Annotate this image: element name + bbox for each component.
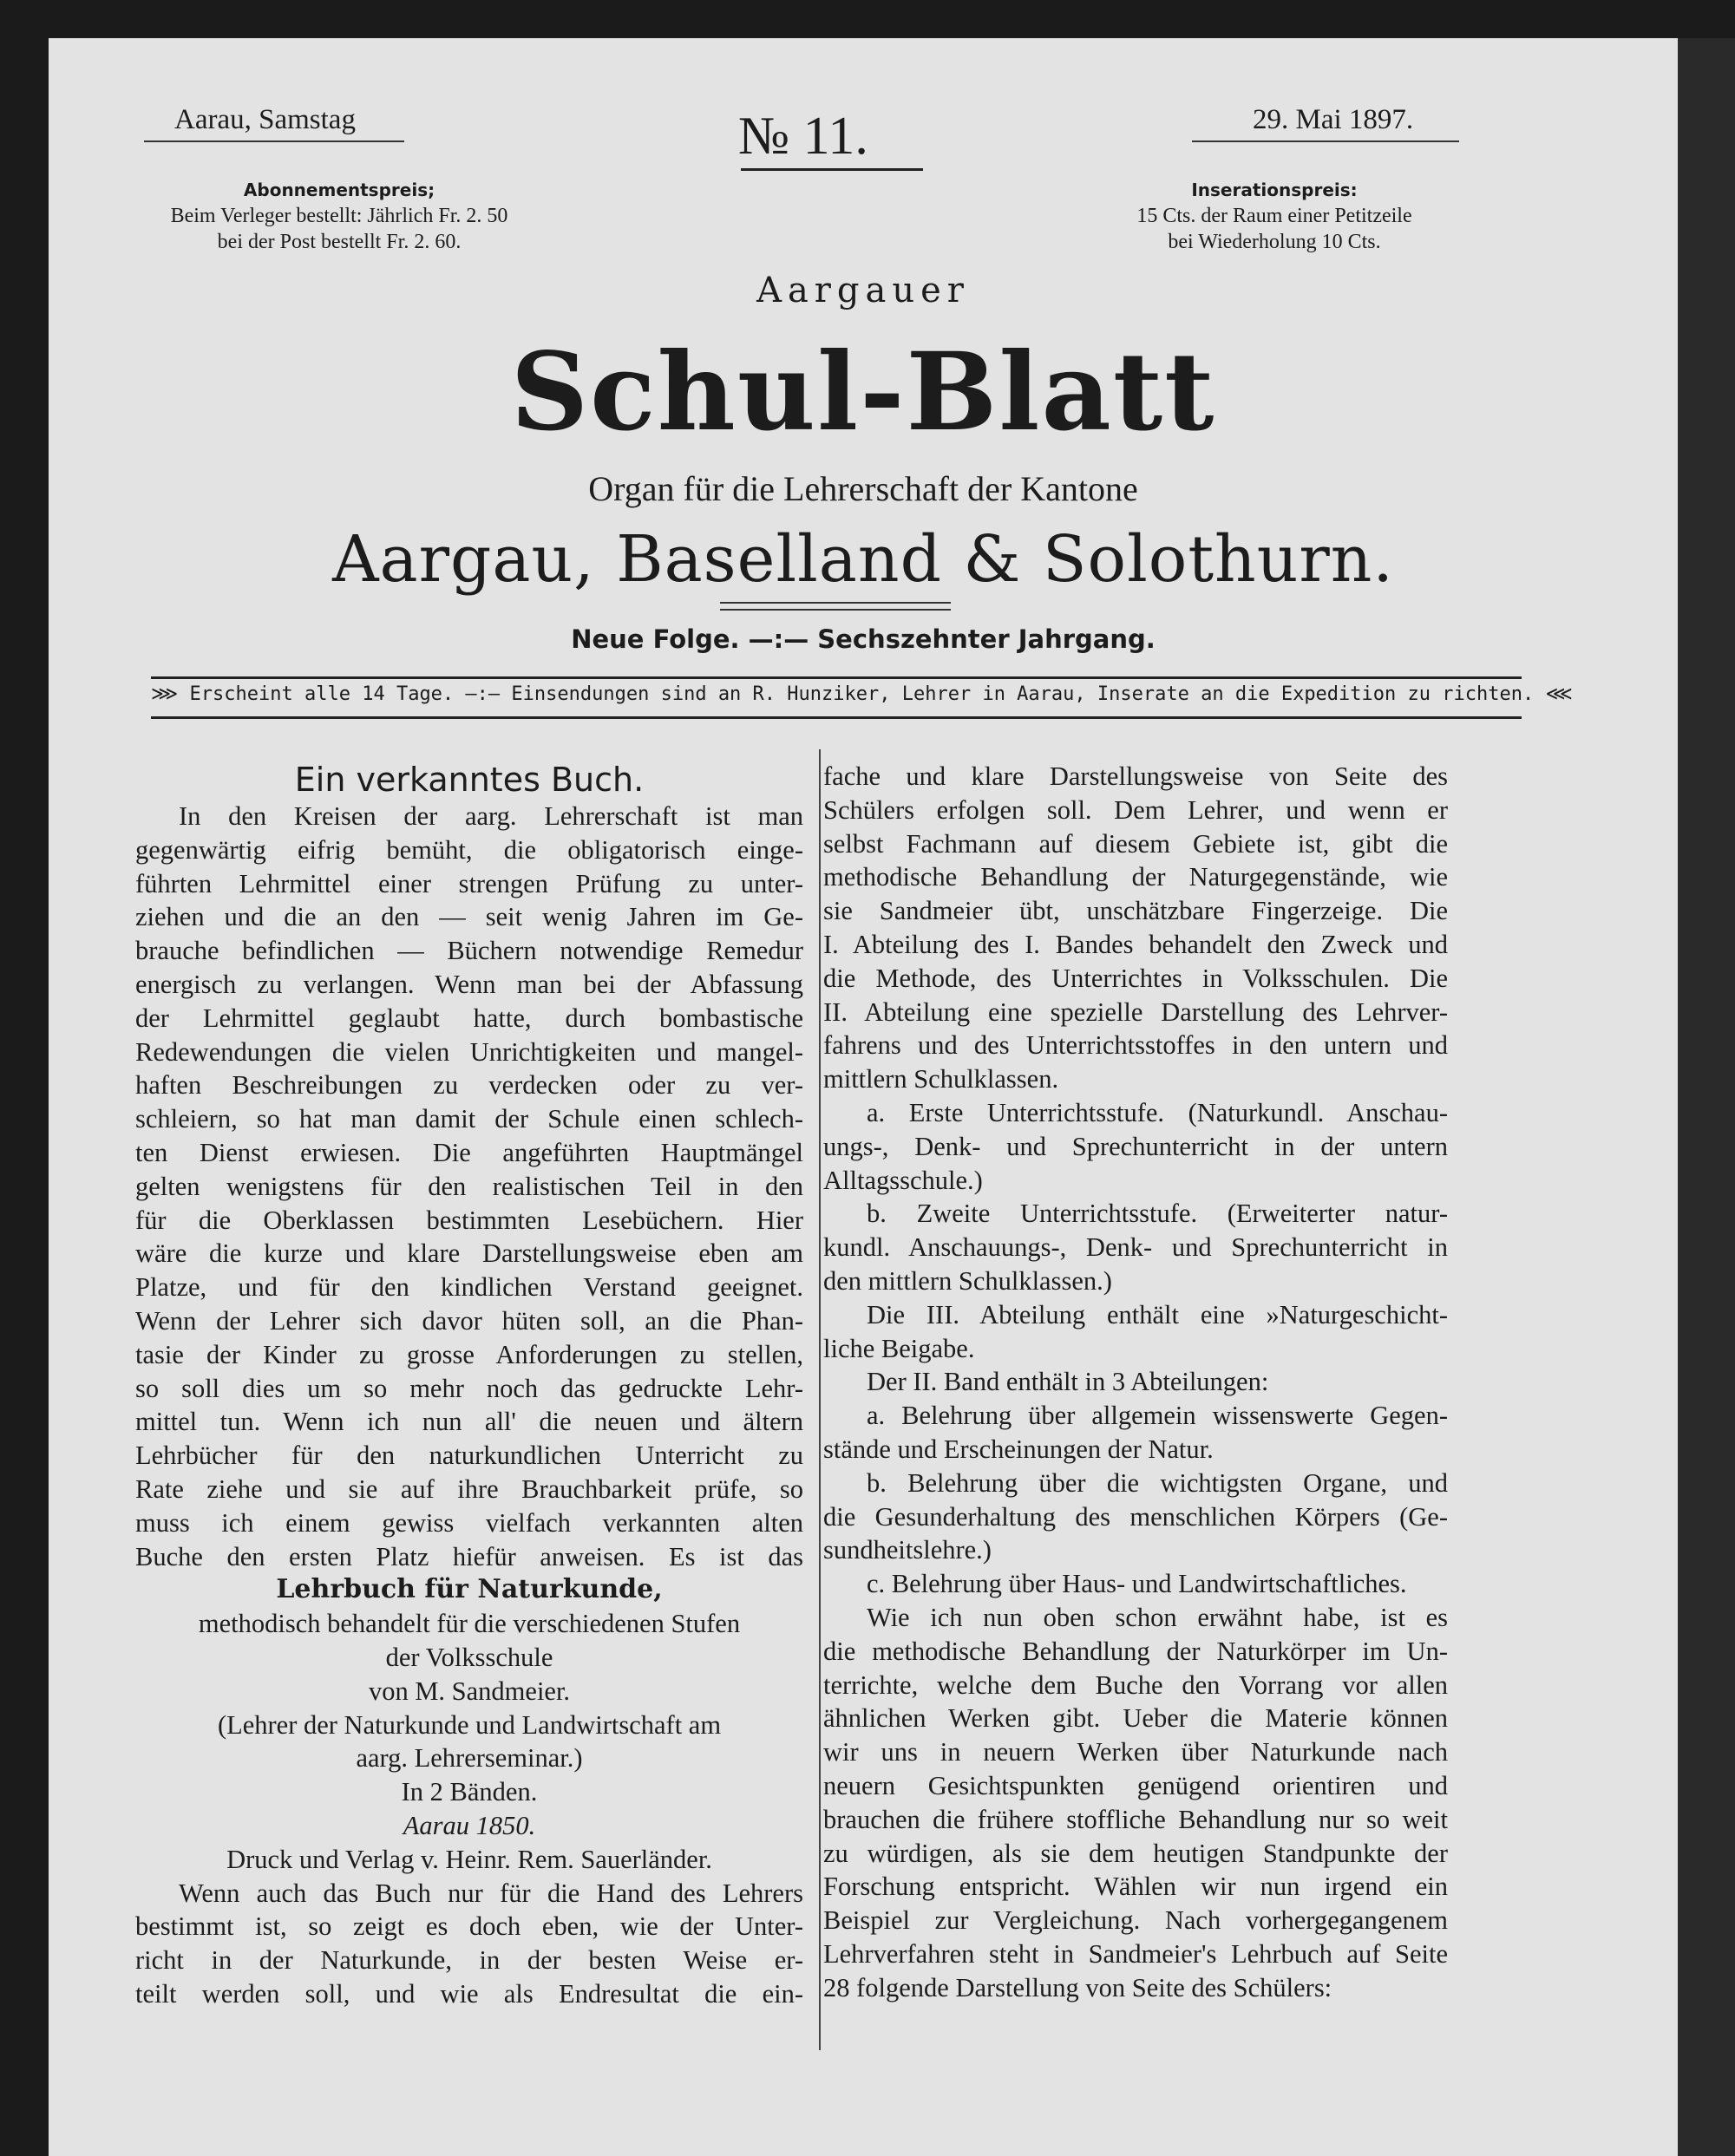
text-line: Rate ziehe und sie auf ihre Brauchbarkeit prüfe, so	[135, 1473, 803, 1504]
text-line: mittel tun. Wenn ich nun all' die neuen und ältern	[135, 1407, 803, 1437]
text-line: Lehrbücher für den naturkundlichen Unterricht zu	[135, 1441, 803, 1471]
text-line: In den Kreisen der aarg. Lehrerschaft ist man	[179, 801, 803, 831]
issue-number-rule	[741, 168, 923, 171]
header-rule-right	[1192, 140, 1459, 142]
subscription-line-2: bei der Post bestellt Fr. 2. 60.	[217, 231, 462, 253]
text-line: der Volksschule	[385, 1642, 553, 1672]
notice-band-rule-top	[151, 676, 1522, 679]
masthead-double-rule-top	[720, 602, 951, 604]
text-line: 28 folgende Darstellung von Seite des Schülers:	[823, 1972, 1332, 2002]
text-line: haften Beschreibungen zu verdecken oder zu ver-	[135, 1070, 803, 1101]
text-line: b. Belehrung über die wichtigsten Organe, und	[867, 1467, 1448, 1498]
text-line: brauche befindlichen — Büchern notwendige Remedur	[135, 936, 803, 966]
text-line: In 2 Bänden.	[401, 1777, 538, 1807]
article-title: Ein verkanntes Buch.	[294, 761, 645, 799]
text-line: Forschung entspricht. Wählen wir nun irgend ein	[823, 1872, 1448, 1902]
text-line: Wenn der Lehrer sich davor hüten soll, an die Phan-	[135, 1305, 803, 1336]
text-line: Buche den ersten Platz hiefür anweisen. Es ist das	[135, 1541, 803, 1571]
text-line: kundl. Anschauungs-, Denk- und Sprechunterricht in	[823, 1232, 1448, 1263]
masthead-double-rule-bottom	[720, 609, 951, 611]
text-line: II. Abteilung eine spezielle Darstellung des Lehrver-	[823, 996, 1448, 1027]
text-line: brauchen die frühere stoffliche Behandlung nur so weit	[823, 1804, 1448, 1834]
text-line: den mittlern Schulklassen.)	[823, 1265, 1112, 1296]
text-line: die Gesunderhaltung des menschlichen Körpers (Ge-	[823, 1501, 1448, 1532]
text-line: a. Erste Unterrichtsstufe. (Naturkundl. Anschau-	[867, 1097, 1448, 1127]
text-line: Aarau 1850.	[403, 1810, 536, 1840]
text-line: wäre die kurze und klare Darstellungsweise eben am	[135, 1238, 803, 1269]
text-line: I. Abteilung des I. Bandes behandelt den Zweck und	[823, 929, 1448, 959]
text-line: gegenwärtig eifrig bemüht, die obligatorisch einge-	[135, 834, 803, 865]
text-line: Schülers erfolgen soll. Dem Lehrer, und wenn er	[823, 794, 1448, 825]
issue-number: № 11.	[738, 107, 868, 166]
scan-edge-shadow	[1678, 38, 1735, 2156]
subscription-line-1: Beim Verleger bestellt: Jährlich Fr. 2. 50	[170, 205, 508, 227]
text-line: fache und klare Darstellungsweise von Seite des	[823, 761, 1448, 791]
text-line: neuern Gesichtspunkten genügend orientiren und	[823, 1770, 1448, 1800]
masthead-title: Schul-Blatt	[510, 330, 1216, 455]
text-line: gelten wenigstens für den realistischen Teil in den	[135, 1171, 803, 1201]
text-line: ziehen und die an den — seit wenig Jahren im Ge-	[135, 902, 803, 932]
text-line: tasie der Kinder zu grosse Anforderungen zu stellen,	[135, 1339, 803, 1369]
text-line: (Lehrer der Naturkunde und Landwirtschaft am	[217, 1709, 722, 1740]
text-line: stände und Erscheinungen der Natur.	[823, 1434, 1214, 1464]
text-line: methodisch behandelt für die verschiedenen Stufen	[198, 1609, 741, 1639]
text-line: sie Sandmeier übt, unschätzbare Fingerzeige. Die	[823, 896, 1448, 926]
text-line: sundheitslehre.)	[823, 1535, 992, 1565]
text-line: die methodische Behandlung der Naturkörper im Un-	[823, 1636, 1448, 1666]
text-line: liche Beigabe.	[823, 1333, 975, 1363]
publication-notice: ⋙ Erscheint alle 14 Tage. —:— Einsendungen sind an R. Hunziker, Lehrer in Aarau, Inserate an die Expedition zu richten. ⋘	[151, 683, 1573, 705]
text-line: ähnlichen Werken gibt. Ueber die Materie können	[823, 1703, 1448, 1734]
text-line: von M. Sandmeier.	[368, 1676, 571, 1706]
text-line: so soll dies um so mehr noch das gedruckte Lehr-	[135, 1373, 803, 1403]
text-line: energisch zu verlangen. Wenn man bei der Abfassung	[135, 969, 803, 999]
text-line: Platze, und für den kindlichen Verstand geeignet.	[135, 1272, 803, 1303]
notice-band-rule-bottom	[151, 716, 1522, 719]
issue-date: 29. Mai 1897.	[1253, 104, 1414, 135]
text-line: bestimmt ist, so zeigt es doch eben, wie der Unter-	[135, 1911, 803, 1942]
text-line: Alltagsschule.)	[823, 1165, 983, 1195]
article-right-column	[823, 760, 1448, 2004]
text-line: c. Belehrung über Haus- und Landwirtschaftliches.	[867, 1569, 1407, 1599]
text-line: Druck und Verlag v. Heinr. Rem. Sauerländer.	[226, 1844, 712, 1874]
subscription-price-block	[135, 177, 543, 255]
text-line: Die III. Abteilung enthält eine »Naturgeschicht-	[867, 1299, 1448, 1330]
series-line: Neue Folge. —:— Sechszehnter Jahrgang.	[571, 624, 1156, 654]
text-line: terrichte, welche dem Buche den Vorrang vor allen	[823, 1669, 1448, 1700]
text-line: wir uns in neuern Werken über Naturkunde nach	[823, 1737, 1448, 1767]
article-left-column	[135, 760, 803, 2011]
place-and-day: Aarau, Samstag	[174, 104, 356, 135]
text-line: Wie ich nun oben schon erwähnt habe, ist es	[867, 1602, 1448, 1632]
text-line: Wenn auch das Buch nur für die Hand des Lehrers	[179, 1878, 803, 1908]
text-line: Beispiel zur Vergleichung. Nach vorhergegangenem	[823, 1905, 1448, 1936]
text-line: ungs-, Denk- und Sprechunterricht in der untern	[823, 1131, 1448, 1161]
text-line: führten Lehrmittel einer strengen Prüfung zu unter-	[135, 868, 803, 898]
text-line: aarg. Lehrerseminar.)	[356, 1743, 583, 1774]
text-line: Redewendungen die vielen Unrichtigkeiten und mangel-	[135, 1036, 803, 1067]
subscription-title: Abonnementspreis;	[243, 180, 435, 200]
masthead-organ-line: Organ für die Lehrerschaft der Kantone	[588, 469, 1138, 508]
text-line: richt in der Naturkunde, in der besten Weise er-	[135, 1945, 803, 1976]
text-line: für die Oberklassen bestimmten Lesebüchern. Hier	[135, 1205, 803, 1235]
text-line: teilt werden soll, und wie als Endresultat die ein-	[135, 1978, 803, 2009]
text-line: zu würdigen, als sie dem heutigen Standpunkte der	[823, 1838, 1448, 1868]
text-line: die Methode, des Unterrichtes in Volksschulen. Die	[823, 963, 1448, 993]
text-line: methodische Behandlung der Naturgegenstände, wie	[823, 862, 1448, 892]
text-line: mittlern Schulklassen.	[823, 1064, 1059, 1094]
newspaper-page	[49, 38, 1678, 2156]
insertion-title: Inserationspreis:	[1191, 180, 1358, 200]
text-line: schleiern, so hat man damit der Schule einen schlech-	[135, 1104, 803, 1134]
text-line: muss ich einem gewiss vielfach verkannten alten	[135, 1507, 803, 1538]
insertion-price-block	[1070, 177, 1478, 255]
column-divider	[819, 749, 821, 2050]
text-line: Der II. Band enthält in 3 Abteilungen:	[867, 1367, 1269, 1397]
text-line: Lehrbuch für Naturkunde,	[276, 1574, 663, 1605]
insertion-line-1: 15 Cts. der Raum einer Petitzeile	[1136, 205, 1412, 227]
text-line: der Lehrmittel geglaubt hatte, durch bombastische	[135, 1003, 803, 1033]
header-rule-left	[144, 140, 404, 142]
text-line: selbst Fachmann auf diesem Gebiete ist, gibt die	[823, 828, 1448, 859]
text-line: b. Zweite Unterrichtsstufe. (Erweiterter natur-	[867, 1199, 1448, 1229]
text-line: ten Dienst erwiesen. Die angeführten Hauptmängel	[135, 1137, 803, 1167]
text-line: a. Belehrung über allgemein wissenswerte Gegen-	[867, 1401, 1448, 1431]
masthead-pre-title: Aargauer	[756, 271, 970, 310]
text-line: Lehrverfahren steht in Sandmeier's Lehrbuch auf Seite	[823, 1938, 1448, 1969]
text-line: fahrens und des Unterrichtsstoffes in den untern und	[823, 1030, 1448, 1061]
masthead-cantons: Aargau, Baselland & Solothurn.	[332, 522, 1394, 597]
insertion-line-2: bei Wiederholung 10 Cts.	[1168, 231, 1381, 253]
